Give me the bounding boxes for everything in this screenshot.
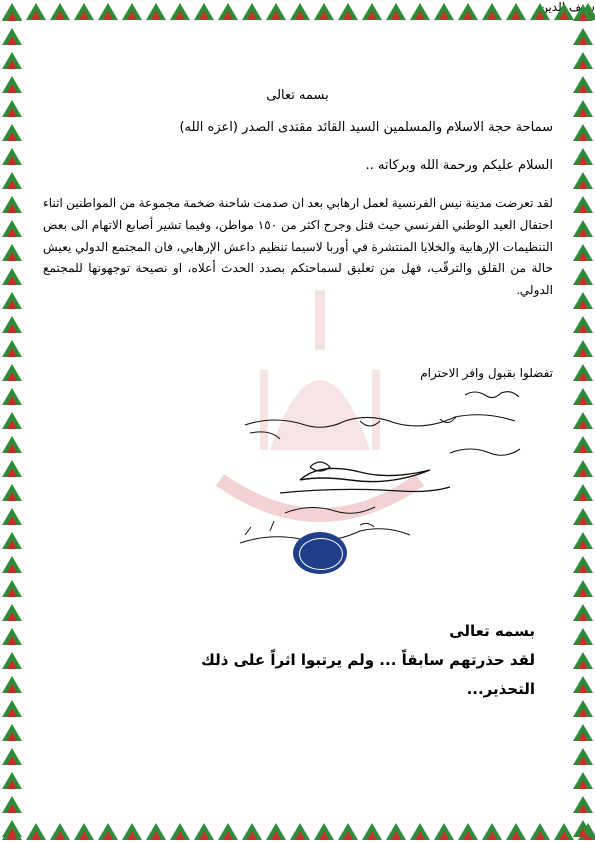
summary-line: لقد حذرتهم سابقاً ... ولم يرتبوا اثراً على ذلك bbox=[201, 651, 535, 669]
letter-closing: تفضلوا بقبول وافر الاحترام bbox=[420, 366, 553, 380]
letter-addressee: سماحة حجة الاسلام والمسلمين السيد القائد مقتدى الصدر (اعزه الله) bbox=[179, 120, 553, 135]
border-bottom bbox=[0, 820, 595, 842]
summary-line-end: التحذير... bbox=[466, 680, 535, 698]
letter-body: لقد تعرضت مدينة نيس الفرنسية لعمل ارهابي بعد ان صدمت شاحنة ضخمة مجموعة من المواطنين اثناء احتفال العيد الوطني الفرنسي حيث قتل وجرح اكثر من ١٥٠ مواطن، وفيما تشير أصابع الاتهام الى بعض التنظيمات الإرهابية والخلايا المنتشرة في أوربا لاسيما تنظيم داعش الإرهابي، فان المجتمع الدولي يعيش حالة من القلق والترقّب، فهل من تعليق لسماحتكم بصدد الحدث أعلاه، او نصيحة توجهونها للمجتمع الدولي. bbox=[43, 196, 553, 298]
border-top bbox=[0, 0, 595, 22]
summary-heading: بسمه تعالى bbox=[449, 622, 535, 640]
official-seal bbox=[293, 532, 347, 574]
letter-greeting: السلام عليكم ورحمة الله وبركاته .. bbox=[365, 158, 553, 173]
handwritten-reply bbox=[210, 385, 550, 560]
letter-heading: بسمه تعالى bbox=[266, 88, 329, 103]
border-left bbox=[0, 0, 24, 842]
border-right bbox=[571, 0, 595, 842]
